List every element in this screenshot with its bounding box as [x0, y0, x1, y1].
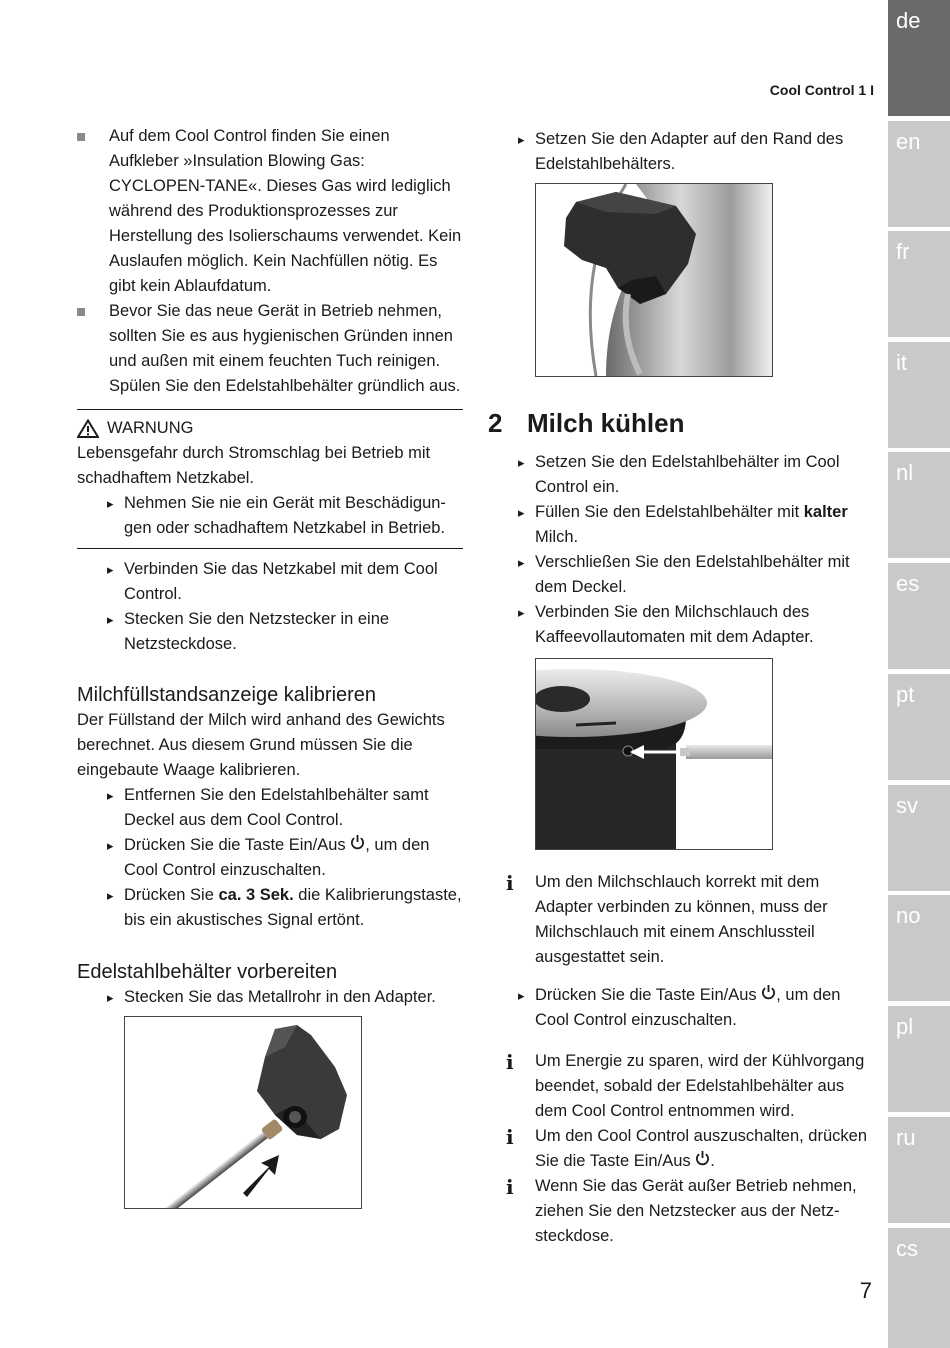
step-emphasis: ca. 3 Sek.	[218, 886, 294, 904]
tab-label: no	[896, 903, 921, 928]
list-item	[77, 883, 463, 933]
power-icon	[761, 984, 776, 1000]
section-title: Milch kühlen	[527, 408, 685, 438]
calibrate-intro: Der Füllstand der Milch wird anhand des Gewichts berechnet. Aus diesem Grund müssen Sie die eingebaute Waage kalibrieren.	[77, 711, 445, 779]
adapter-rim-illustration	[536, 184, 772, 376]
step-text: Drücken Sie die Taste Ein/Aus	[535, 986, 757, 1004]
calibrate-heading: Milchfüllstandsanzeige kalibrieren	[77, 684, 377, 706]
info-item	[486, 1049, 876, 1124]
step-text: Milch.	[535, 528, 579, 546]
list-item: ▸ Verbinden Sie das Netzkabel mit dem Cool Control.	[77, 557, 463, 607]
list-item: ▸ Stecken Sie den Netzstecker in eine Netzsteckdose.	[77, 607, 463, 657]
warning-title: WARNUNG	[107, 419, 194, 437]
info-text: Um den Cool Control auszuschalten, drücken Sie die Taste Ein/Aus	[535, 1127, 868, 1170]
tab-pl[interactable]	[888, 1006, 950, 1112]
section-heading	[486, 407, 876, 439]
page-number: 7	[859, 1278, 872, 1303]
tab-label: fr	[896, 239, 910, 264]
power-icon	[695, 1150, 710, 1166]
step-text: , um den Cool Control einzuschalten.	[124, 836, 430, 879]
list-item: ▸ Verbinden Sie den Milchschlauch des Kaffeevollautomaten mit dem Adapter.	[486, 600, 876, 650]
list-item: ▸ Stecken Sie das Metallrohr in den Adapter.	[77, 985, 463, 1010]
tab-pt[interactable]	[888, 674, 950, 780]
language-tabs	[888, 0, 950, 1348]
step-text: die Kalibrierungstaste, bis ein akustisches Signal ertönt.	[124, 886, 462, 929]
info-text: Um den Milchschlauch korrekt mit dem Adapter verbinden zu können, muss der Milchschlauch mit einem Anschlussteil ausgestattet sein.	[535, 873, 828, 966]
connect-steps	[77, 557, 463, 657]
tab-nl[interactable]	[888, 452, 950, 558]
step-text: , um den Cool Control einzuschalten.	[535, 986, 841, 1029]
info-icon: i	[506, 1125, 514, 1149]
right-column	[486, 127, 876, 1249]
power-icon	[350, 834, 365, 850]
tab-fr[interactable]	[888, 231, 950, 337]
list-item: ▸ Verschließen Sie den Edelstahlbehälter mit dem Deckel.	[486, 550, 876, 600]
list-item: Bevor Sie das neue Gerät in Betrieb nehmen, sollten Sie es aus hygienischen Gründen innen und außen mit einem feuchten Tuch reinigen. Spülen Sie den Edelstahlbehälter gründlich aus.	[77, 299, 463, 399]
tab-label: de	[896, 8, 921, 33]
info-item	[486, 870, 876, 970]
tab-label: es	[896, 571, 920, 596]
warning-step: ▸ Nehmen Sie nie ein Gerät mit Beschädigun-gen oder schadhaftem Netzkabel in Betrieb.	[77, 491, 463, 541]
step-text: Drücken Sie die Taste Ein/Aus	[124, 836, 346, 854]
adapter-on-rim-image	[535, 183, 773, 377]
list-item: ▸ Entfernen Sie den Edelstahlbehälter samt Deckel aus dem Cool Control.	[77, 783, 463, 833]
tab-label: en	[896, 129, 921, 154]
step-text: Füllen Sie den Edelstahlbehälter mit	[535, 503, 804, 521]
adapter-tube-illustration	[125, 1017, 361, 1208]
tab-label: cs	[896, 1236, 918, 1261]
tab-label: it	[896, 350, 907, 375]
warning-icon	[77, 419, 99, 438]
tab-ru[interactable]	[888, 1117, 950, 1223]
info-text: Wenn Sie das Gerät außer Betrieb nehmen, ziehen Sie den Netzstecker aus der Netz-steckdose.	[535, 1177, 857, 1245]
prepare-heading: Edelstahlbehälter vorbereiten	[77, 961, 338, 983]
tab-es[interactable]	[888, 563, 950, 669]
hose-connection-illustration	[536, 659, 772, 849]
info-note	[486, 870, 876, 970]
list-item	[486, 500, 876, 550]
tab-en[interactable]	[888, 121, 950, 227]
info-icon: i	[506, 1050, 514, 1074]
list-item	[486, 983, 876, 1033]
list-item: ▸ Setzen Sie den Edelstahlbehälter im Cool Control ein.	[486, 450, 876, 500]
tab-label: pt	[896, 682, 915, 707]
warning-box	[77, 409, 463, 549]
warning-divider	[77, 548, 463, 549]
left-column	[77, 124, 463, 1209]
adapter-tube-image	[124, 1016, 362, 1209]
tab-label: sv	[896, 793, 918, 818]
info-text: Um Energie zu sparen, wird der Kühlvorgang beendet, sobald der Edelstahlbehälter aus dem Cool Control entnommen wird.	[535, 1052, 865, 1120]
tab-label: ru	[896, 1125, 916, 1150]
list-item: ▸ Setzen Sie den Adapter auf den Rand des Edelstahlbehälters.	[486, 127, 876, 177]
info-item	[486, 1124, 876, 1174]
list-item	[77, 833, 463, 883]
tab-de[interactable]	[888, 0, 950, 116]
tab-label: nl	[896, 460, 914, 485]
hose-connection-image	[535, 658, 773, 850]
step-text: Drücken Sie	[124, 886, 219, 904]
info-text: .	[710, 1152, 715, 1170]
info-item	[486, 1174, 876, 1249]
info-notes	[486, 1049, 876, 1249]
list-item: Auf dem Cool Control finden Sie einen Aufkleber »Insulation Blowing Gas: CYCLOPEN-TANE«. Dieses Gas wird lediglich während des Produktionsprozesses zur Herstellung des Isolierschaums verwendet. Kein Auslaufen möglich. Kein Nachfüllen nötig. Es gibt kein Ablaufdatum.	[77, 124, 463, 299]
cooling-steps	[486, 450, 876, 650]
step-emphasis: kalter	[803, 503, 848, 521]
warning-header	[77, 416, 463, 441]
section-number: 2	[488, 408, 503, 438]
tab-label: pl	[896, 1014, 914, 1039]
tab-cs[interactable]	[888, 1228, 950, 1348]
info-icon: i	[506, 871, 514, 895]
tab-sv[interactable]	[888, 785, 950, 891]
tab-no[interactable]	[888, 895, 950, 1001]
info-icon: i	[506, 1175, 514, 1199]
warning-text: Lebensgefahr durch Stromschlag bei Betrieb mit schadhaftem Netzkabel.	[77, 444, 431, 487]
tab-it[interactable]	[888, 342, 950, 448]
running-header: Cool Control 1 I	[769, 82, 874, 98]
